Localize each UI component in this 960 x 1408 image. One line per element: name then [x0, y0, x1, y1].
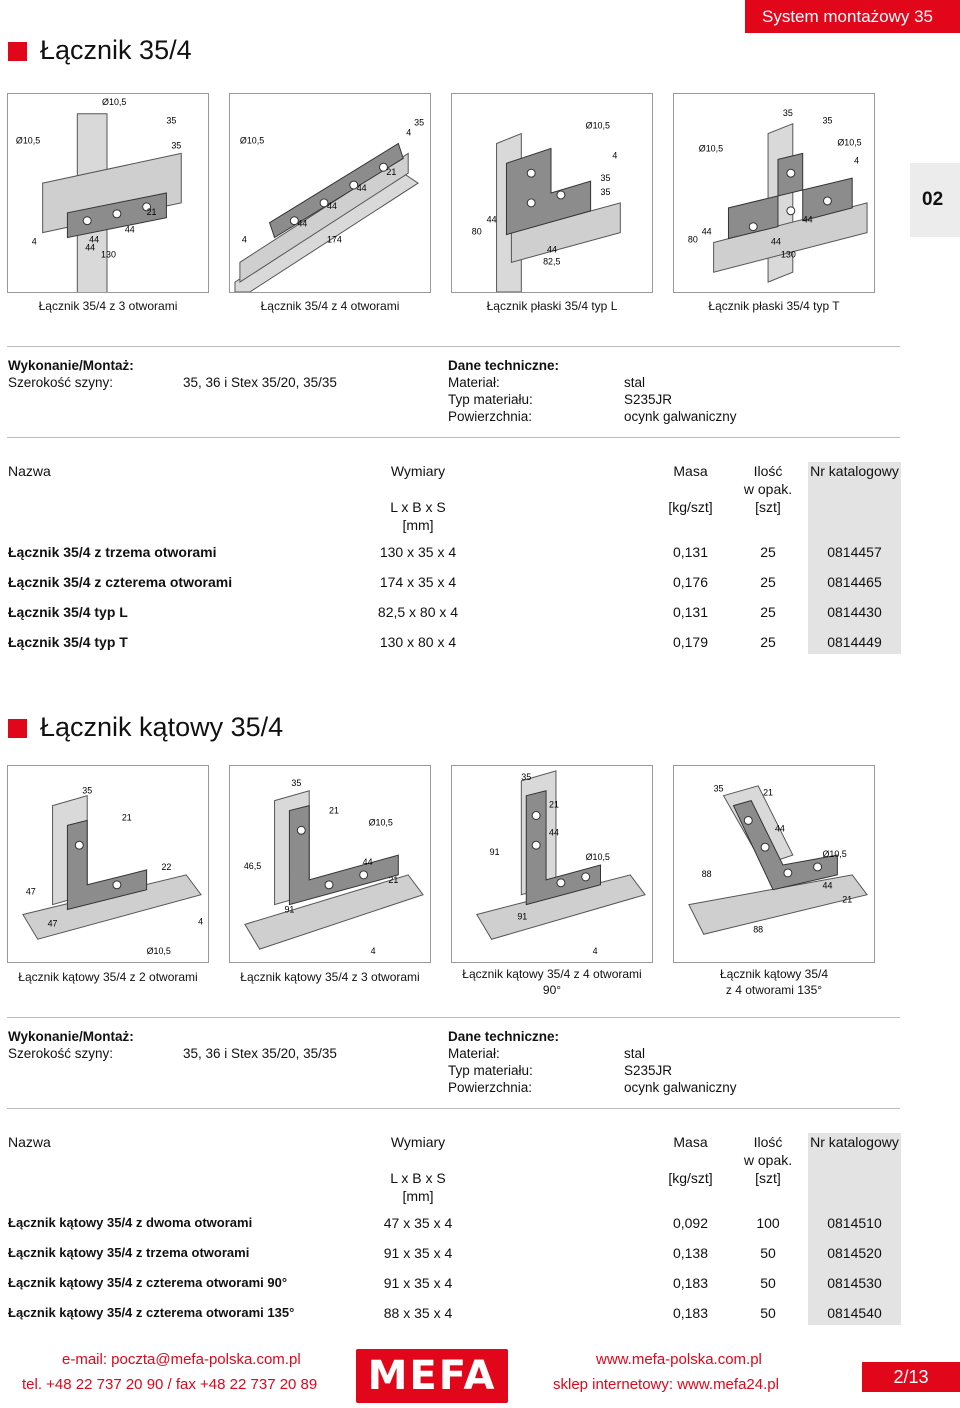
caption-3-holes: Łącznik 35/4 z 3 otworami	[38, 299, 178, 313]
footer-phone: tel. +48 22 737 20 90 / fax +48 22 737 20 89	[22, 1376, 318, 1393]
product-image-3-holes	[7, 93, 209, 293]
svg-text:44: 44	[85, 242, 96, 253]
product-catalog-number: 0814510	[827, 1215, 882, 1231]
product-name: Łącznik kątowy 35/4 z dwoma otworami	[8, 1215, 253, 1230]
material-label: Materiał:	[448, 1046, 500, 1061]
col-header-catalog: Nr katalogowy	[810, 463, 899, 479]
surface-label: Powierzchnia:	[448, 409, 533, 424]
divider	[7, 1017, 900, 1018]
svg-text:4: 4	[854, 155, 860, 166]
svg-text:91: 91	[517, 911, 528, 922]
svg-text:4: 4	[592, 946, 598, 957]
material-type-value: S235JR	[624, 392, 673, 407]
svg-text:80: 80	[471, 226, 482, 237]
product-qty: 25	[760, 604, 776, 620]
svg-text:21: 21	[121, 812, 132, 823]
product-image-angle-3-holes	[229, 765, 431, 963]
product-mass: 0,131	[672, 544, 709, 560]
caption-type-l: Łącznik płaski 35/4 typ L	[486, 299, 618, 313]
svg-text:Ø10,5: Ø10,5	[837, 137, 862, 148]
material-value: stal	[624, 1046, 646, 1061]
product-name: Łącznik kątowy 35/4 z czterema otworami 90°	[8, 1275, 288, 1290]
material-type-label: Typ materiału:	[448, 1063, 533, 1078]
tech-label: Dane techniczne:	[448, 358, 560, 373]
material-type-value: S235JR	[624, 1063, 673, 1078]
col-header-qty-unit: [szt]	[755, 1170, 781, 1186]
product-mass: 0,183	[672, 1275, 709, 1291]
product-mass: 0,176	[672, 574, 709, 590]
product-dimensions: 91 x 35 x 4	[383, 1245, 453, 1261]
title-marker-icon	[8, 42, 27, 61]
product-catalog-number: 0814530	[827, 1275, 882, 1291]
product-image-type-l	[451, 93, 653, 293]
svg-text:44: 44	[701, 226, 712, 237]
svg-text:44: 44	[771, 236, 781, 247]
product-qty: 50	[760, 1305, 776, 1321]
product-image-angle-4-holes-135	[673, 765, 875, 963]
product-name: Łącznik 35/4 z trzema otworami	[8, 544, 217, 560]
svg-text:Ø10,5: Ø10,5	[239, 135, 265, 146]
svg-text:Ø10,5: Ø10,5	[585, 852, 610, 863]
svg-text:35: 35	[171, 140, 182, 151]
svg-text:4: 4	[31, 236, 37, 247]
col-header-mass-unit: [kg/szt]	[668, 499, 713, 515]
svg-text:44: 44	[89, 234, 100, 245]
drawing-angle-4-holes-90	[452, 766, 652, 962]
product-catalog-number: 0814449	[827, 634, 882, 650]
rail-width-label: Szerokość szyny:	[8, 375, 114, 390]
product-mass: 0,131	[672, 604, 709, 620]
product-qty: 50	[760, 1275, 776, 1291]
svg-text:Ø10,5: Ø10,5	[822, 849, 847, 860]
col-header-name: Nazwa	[8, 1134, 51, 1150]
product-mass: 0,092	[672, 1215, 709, 1231]
product-image-angle-2-holes	[7, 765, 209, 963]
caption-angle-4-holes-135: Łącznik kątowy 35/4	[719, 967, 829, 981]
product-qty: 25	[760, 574, 776, 590]
svg-text:21: 21	[146, 206, 157, 217]
col-header-qty: Ilość	[753, 1134, 783, 1150]
section-title-1: Łącznik 35/4	[40, 35, 192, 65]
svg-text:35: 35	[291, 777, 302, 788]
col-header-mass-unit: [kg/szt]	[668, 1170, 713, 1186]
section-title-2: Łącznik kątowy 35/4	[40, 712, 284, 742]
svg-text:21: 21	[388, 874, 399, 885]
svg-text:44: 44	[774, 823, 785, 834]
svg-text:35: 35	[166, 115, 177, 126]
svg-text:174: 174	[327, 234, 342, 245]
drawing-type-l	[452, 94, 652, 292]
chapter-tab: 02	[910, 163, 960, 237]
material-type-label: Typ materiału:	[448, 392, 533, 407]
table-row	[8, 570, 901, 594]
col-header-catalog: Nr katalogowy	[810, 1134, 899, 1150]
svg-text:35: 35	[782, 107, 793, 118]
svg-text:130: 130	[101, 249, 116, 260]
col-header-dim-format: L x B x S	[390, 499, 446, 515]
drawing-4-holes	[230, 94, 430, 292]
svg-text:21: 21	[763, 787, 774, 798]
product-qty: 50	[760, 1245, 776, 1261]
product-table-1	[8, 462, 901, 654]
product-image-4-holes	[229, 93, 431, 293]
logo-text: MEFA	[367, 1353, 497, 1399]
footer-website-link[interactable]: www.mefa-polska.com.pl	[596, 1351, 762, 1368]
svg-text:Ø10,5: Ø10,5	[146, 946, 171, 957]
mefa-logo	[356, 1349, 508, 1403]
svg-text:44: 44	[822, 880, 833, 891]
product-qty: 25	[760, 544, 776, 560]
divider	[7, 1108, 900, 1109]
svg-text:88: 88	[753, 924, 764, 935]
surface-value: ocynk galwaniczny	[624, 409, 737, 424]
product-name: Łącznik kątowy 35/4 z czterema otworami 135°	[8, 1305, 295, 1320]
table-row	[8, 630, 901, 654]
svg-text:Ø10,5: Ø10,5	[698, 143, 724, 154]
svg-text:35: 35	[822, 115, 833, 126]
col-header-dim-unit: [mm]	[402, 517, 434, 533]
svg-text:Ø10,5: Ø10,5	[102, 96, 127, 107]
svg-text:46,5: 46,5	[243, 860, 262, 871]
drawing-angle-3-holes	[230, 766, 430, 962]
svg-text:4: 4	[198, 916, 204, 927]
col-header-qty-unit: [szt]	[755, 499, 781, 515]
product-mass: 0,179	[672, 634, 709, 650]
caption-angle-4-holes-90: Łącznik kątowy 35/4 z 4 otworami	[462, 967, 642, 981]
svg-text:91: 91	[489, 847, 500, 858]
col-header-mass: Masa	[673, 463, 708, 479]
product-dimensions: 91 x 35 x 4	[383, 1275, 453, 1291]
svg-text:47: 47	[25, 886, 36, 897]
svg-text:44: 44	[327, 200, 337, 211]
product-name: Łącznik kątowy 35/4 z trzema otworami	[8, 1245, 250, 1260]
table-row	[8, 540, 901, 564]
product-mass: 0,138	[672, 1245, 709, 1261]
product-table-2	[8, 1133, 901, 1325]
product-dimensions: 130 x 35 x 4	[379, 544, 457, 560]
svg-text:35: 35	[600, 186, 611, 197]
svg-text:130: 130	[780, 249, 796, 260]
col-header-dim: Wymiary	[390, 1134, 446, 1150]
mounting-label: Wykonanie/Montaż:	[8, 358, 134, 373]
surface-label: Powierzchnia:	[448, 1080, 533, 1095]
svg-text:22: 22	[161, 861, 172, 872]
svg-text:35: 35	[713, 783, 724, 794]
product-name: Łącznik 35/4 typ L	[8, 604, 128, 620]
rail-width-value: 35, 36 i Stex 35/20, 35/35	[183, 375, 337, 390]
svg-text:4: 4	[612, 150, 618, 161]
svg-text:4: 4	[370, 946, 376, 957]
footer-shop-link[interactable]: sklep internetowy: www.mefa24.pl	[553, 1376, 779, 1393]
product-dimensions: 130 x 80 x 4	[379, 634, 457, 650]
product-dimensions: 82,5 x 80 x 4	[377, 604, 459, 620]
svg-text:Ø10,5: Ø10,5	[368, 817, 393, 828]
col-header-qty-sub: w opak.	[743, 481, 793, 497]
svg-text:Ø10,5: Ø10,5	[15, 135, 41, 146]
product-image-type-t	[673, 93, 875, 293]
col-header-dim-format: L x B x S	[390, 1170, 446, 1186]
product-dimensions: 88 x 35 x 4	[383, 1305, 453, 1321]
svg-text:Ø10,5: Ø10,5	[585, 120, 610, 131]
rail-width-value: 35, 36 i Stex 35/20, 35/35	[183, 1046, 337, 1061]
caption-angle-4-holes-90-sub: 90°	[542, 983, 562, 997]
product-image-angle-4-holes-90	[451, 765, 653, 963]
svg-text:21: 21	[549, 799, 559, 810]
table-row	[8, 1301, 901, 1325]
drawing-3-holes	[8, 94, 208, 292]
product-qty: 100	[756, 1215, 780, 1231]
tech-label: Dane techniczne:	[448, 1029, 560, 1044]
material-value: stal	[624, 375, 646, 390]
page-number: 2/13	[862, 1362, 960, 1392]
col-header-dim-unit: [mm]	[402, 1188, 434, 1204]
divider	[7, 437, 900, 438]
header-ribbon: System montażowy 35	[745, 0, 960, 33]
svg-text:80: 80	[687, 234, 698, 245]
surface-value: ocynk galwaniczny	[624, 1080, 737, 1095]
drawing-type-t	[674, 94, 874, 292]
table-row	[8, 1241, 901, 1265]
svg-text:44: 44	[802, 214, 813, 225]
col-header-dim: Wymiary	[390, 463, 446, 479]
svg-text:21: 21	[329, 805, 339, 816]
svg-text:4: 4	[406, 127, 412, 138]
svg-text:47: 47	[47, 918, 58, 929]
drawing-angle-4-holes-135	[674, 766, 874, 962]
col-header-qty: Ilość	[753, 463, 783, 479]
footer-email-link[interactable]: e-mail: poczta@mefa-polska.com.pl	[62, 1351, 301, 1368]
product-dimensions: 174 x 35 x 4	[379, 574, 457, 590]
svg-text:35: 35	[521, 771, 532, 782]
table-row	[8, 600, 901, 624]
svg-text:35: 35	[82, 785, 93, 796]
svg-text:21: 21	[386, 167, 397, 178]
table-row	[8, 1211, 901, 1235]
svg-text:21: 21	[842, 894, 853, 905]
svg-text:91: 91	[284, 904, 295, 915]
product-catalog-number: 0814465	[827, 574, 882, 590]
product-catalog-number: 0814430	[827, 604, 882, 620]
svg-text:82,5: 82,5	[543, 256, 561, 267]
svg-text:88: 88	[701, 868, 712, 879]
table-row	[8, 1271, 901, 1295]
caption-angle-3-holes: Łącznik kątowy 35/4 z 3 otworami	[240, 970, 420, 984]
svg-text:44: 44	[356, 183, 367, 194]
title-marker-icon	[8, 719, 27, 738]
svg-text:44: 44	[547, 244, 557, 255]
svg-text:44: 44	[362, 856, 373, 867]
product-qty: 25	[760, 634, 776, 650]
product-catalog-number: 0814457	[827, 544, 882, 560]
col-header-name: Nazwa	[8, 463, 51, 479]
product-mass: 0,183	[672, 1305, 709, 1321]
product-catalog-number: 0814520	[827, 1245, 882, 1261]
svg-text:44: 44	[124, 224, 135, 235]
product-name: Łącznik 35/4 z czterema otworami	[8, 574, 233, 590]
col-header-qty-sub: w opak.	[743, 1152, 793, 1168]
col-header-mass: Masa	[673, 1134, 708, 1150]
drawing-angle-2-holes	[8, 766, 208, 962]
rail-width-label: Szerokość szyny:	[8, 1046, 114, 1061]
caption-angle-2-holes: Łącznik kątowy 35/4 z 2 otworami	[18, 970, 198, 984]
material-label: Materiał:	[448, 375, 500, 390]
svg-text:44: 44	[297, 218, 308, 229]
svg-text:44: 44	[486, 214, 497, 225]
caption-4-holes: Łącznik 35/4 z 4 otworami	[260, 299, 400, 313]
product-dimensions: 47 x 35 x 4	[383, 1215, 453, 1231]
svg-text:35: 35	[414, 117, 425, 128]
svg-text:4: 4	[241, 234, 247, 245]
product-name: Łącznik 35/4 typ T	[8, 634, 128, 650]
product-catalog-number: 0814540	[827, 1305, 882, 1321]
svg-text:44: 44	[549, 827, 559, 838]
svg-text:35: 35	[600, 173, 611, 184]
caption-angle-4-holes-135-sub: z 4 otworami 135°	[725, 983, 823, 997]
divider	[7, 346, 900, 347]
caption-type-t: Łącznik płaski 35/4 typ T	[708, 299, 840, 313]
mounting-label: Wykonanie/Montaż:	[8, 1029, 134, 1044]
